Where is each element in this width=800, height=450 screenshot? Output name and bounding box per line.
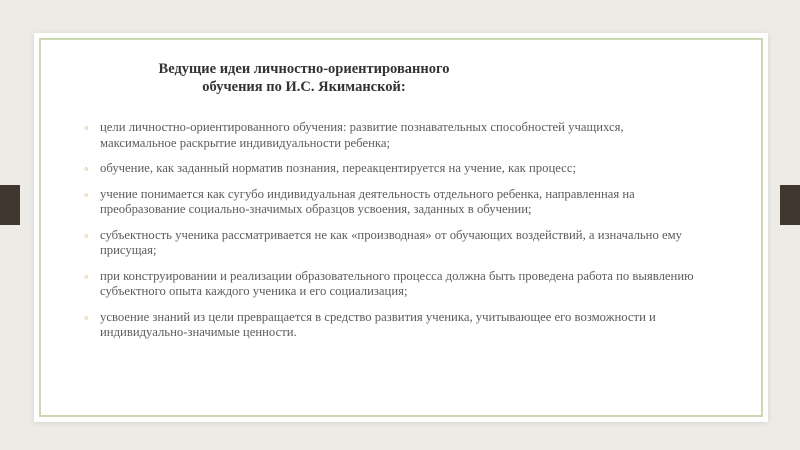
bullet-icon: ◦ xyxy=(84,186,89,202)
bullet-item xyxy=(84,120,694,151)
bullet-item xyxy=(84,161,694,177)
bullet-text: усвоение знаний из цели превращается в средство развития ученика, учитывающее его возможности и индивидуально-значимые ценности. xyxy=(100,309,656,339)
bullet-icon: ◦ xyxy=(84,120,89,135)
bullet-text: учение понимается как сугубо индивидуальная деятельность отдельного ребенка, направленная на преобразование социально-значимых образцов усвоения, заданных в обучении; xyxy=(100,186,635,216)
bullet-icon: ◦ xyxy=(84,309,89,325)
bullet-icon: ◦ xyxy=(84,227,89,243)
slide-title: Ведущие идеи личностно-ориентированного обучения по И.С. Якиманской: xyxy=(158,61,450,95)
bullet-icon: ◦ xyxy=(84,161,89,176)
bullet-text: цели личностно-ориентированного обучения: развитие познавательных способностей учащихся, максимальное раскрытие индивидуальности ребенка; xyxy=(100,120,624,150)
bullet-text: при конструировании и реализации образовательного процесса должна быть проведена работа по выявлению субъектного опыта каждого ученика и его социализация; xyxy=(100,268,694,298)
slide-card xyxy=(34,33,768,422)
bullet-item xyxy=(84,228,694,259)
bullet-text: субъектность ученика рассматривается не как «производная» от обучающих воздействий, а изначально ему присущая; xyxy=(100,227,682,257)
right-decorative-bar xyxy=(780,185,800,225)
left-decorative-bar xyxy=(0,185,20,225)
bullet-item xyxy=(84,269,694,300)
bullet-item xyxy=(84,187,694,218)
bullet-text: обучение, как заданный норматив познания, переакцентируется на учение, как процесс; xyxy=(100,161,576,175)
bullet-item xyxy=(84,310,694,341)
bullet-list xyxy=(84,120,694,351)
bullet-icon: ◦ xyxy=(84,268,89,284)
